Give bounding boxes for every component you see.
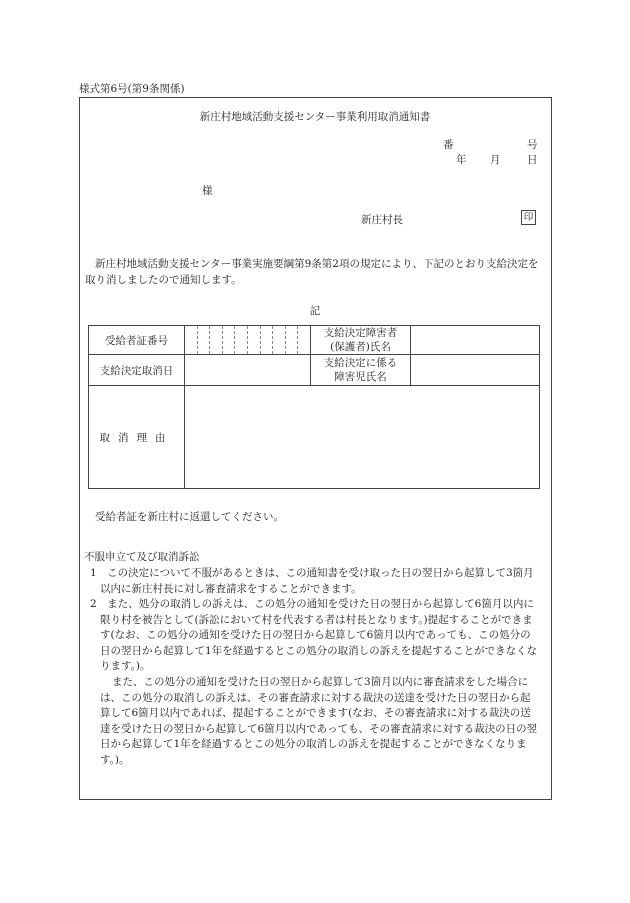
- holder-name-value: [411, 326, 540, 355]
- form-label: 様式第6号(第9条関係): [79, 83, 185, 95]
- appeal-item-2: 2 また、処分の取消しの訴えは、この処分の通知を受けた日の翌日から起算して6箇月以内に限り村を被告として(訴訟において村を代表する者は村長となります。)提起することができます(なお、この処分の通知を受けた日の翌日から起算して6箇月以内であっても、この処分の日の翌日から起算して1年を経過するとこの処分の取消しの訴えを提起することができなくなります。)。: [90, 598, 538, 672]
- return-notice: 受給者証を新庄村に返還してください。: [95, 511, 284, 523]
- child-label-line1: 支給決定に係る: [323, 357, 398, 369]
- issuer: 新庄村長: [361, 214, 403, 226]
- table-row: [89, 326, 540, 355]
- date-year: 年: [456, 154, 467, 166]
- holder-label-line2: (保護者)氏名: [330, 341, 391, 353]
- appeal-item-1: 1 この決定について不服があるときは、この通知書を受け取った日の翌日から起算して3箇月以内に新庄村長に対し審査請求をすることができます。: [90, 567, 534, 595]
- cancel-date-value: [185, 355, 311, 386]
- number-ban: 番: [443, 139, 454, 151]
- document-title: 新庄村地域活動支援センター事業利用取消通知書: [199, 111, 431, 123]
- appeal-item-3: また、この処分の通知を受けた日の翌日から起算して3箇月以内に審査請求をした場合には、この処分の取消しの訴えは、その審査請求に対する裁決の送達を受けた日の翌日から起算して6箇月以内であれば、提起することができます(なお、その審査請求に対する裁決の送達を受けた日の翌日から起算して6箇月以内であっても、その審査請求に対する裁決の日の翌日から起算して1年を経過するとこの処分の取消しの訴えを提起することができなくなります。)。: [100, 676, 538, 766]
- child-name-value: [411, 355, 540, 386]
- seal-box: [521, 210, 536, 225]
- seal-mark: 印: [521, 210, 536, 225]
- cancel-date-label: 支給決定取消日: [89, 355, 185, 386]
- number-go: 号: [527, 139, 538, 151]
- child-name-label: [311, 355, 411, 386]
- appeal-heading: 不服申立て及び取消訴訟: [84, 551, 200, 563]
- body-text: 新庄村地域活動支援センター事業実施要綱第9条第2項の規定により、下記のとおり支給決定を取り消しましたので通知します。: [85, 258, 539, 286]
- addressee-suffix: 様: [202, 185, 213, 197]
- date-month: 月: [490, 154, 501, 166]
- cert-number-label: 受給者証番号: [89, 326, 185, 355]
- holder-label-line1: 支給決定障害者: [323, 327, 398, 339]
- record-table: [88, 325, 540, 489]
- ki-mark: 記: [309, 305, 321, 317]
- table-row: [89, 355, 540, 386]
- child-label-line2: 障害児氏名: [334, 371, 387, 383]
- holder-name-label: [311, 326, 411, 355]
- reason-value: [185, 386, 540, 489]
- reason-label: 取消理由: [89, 386, 185, 489]
- table-row: [89, 386, 540, 489]
- cert-number-value: [185, 326, 311, 355]
- date-day: 日: [527, 154, 538, 166]
